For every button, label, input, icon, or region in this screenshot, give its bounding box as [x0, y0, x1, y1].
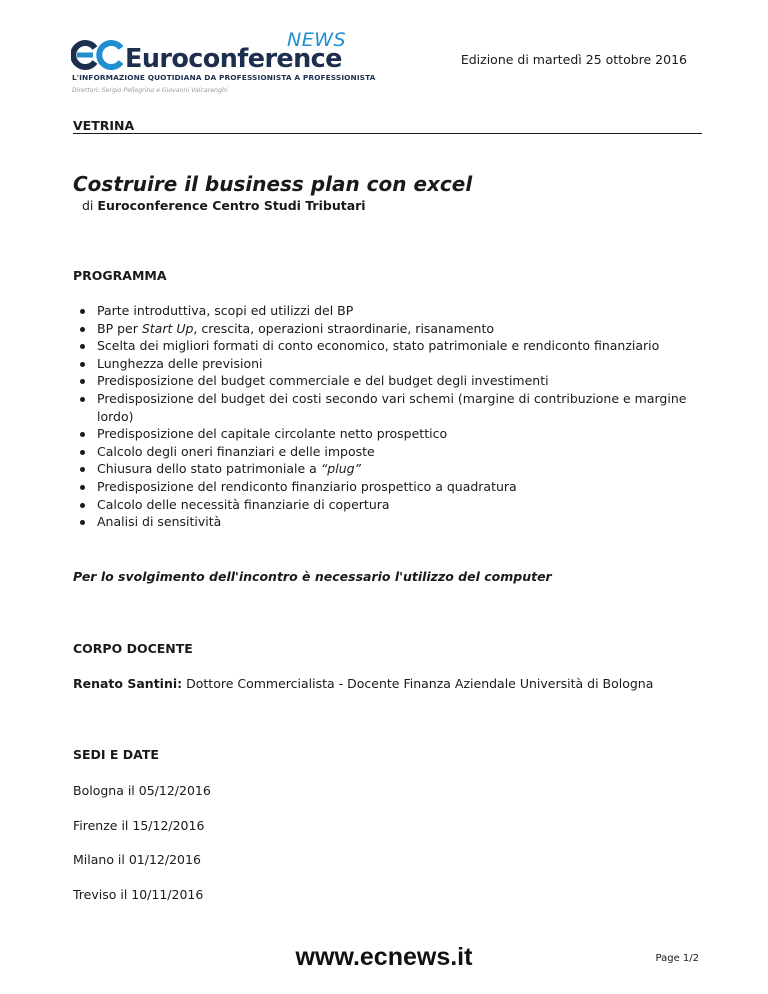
program-item: Parte introduttiva, scopi ed utilizzi del BP	[79, 302, 699, 320]
venue-date: Bologna il 05/12/2016	[73, 783, 211, 798]
program-item: BP per Start Up, crescita, operazioni straordinarie, risanamento	[79, 320, 699, 338]
page-number: Page 1/2	[655, 953, 699, 964]
article-byline	[82, 198, 366, 213]
byline-author: Euroconference Centro Studi Tributari	[97, 198, 366, 213]
euroconference-logo	[71, 29, 376, 100]
program-item: Calcolo delle necessità finanziarie di copertura	[79, 496, 699, 514]
faculty-name: Renato Santini:	[73, 676, 183, 691]
venue-date: Firenze il 15/12/2016	[73, 818, 205, 833]
logo-news-text: NEWS	[287, 29, 347, 51]
program-item: Calcolo degli oneri finanziari e delle imposte	[79, 443, 699, 461]
program-item: Lunghezza delle previsioni	[79, 355, 699, 373]
logo-directors: Direttori: Sergio Pellegrino e Giovanni Valcarenghi	[72, 87, 228, 94]
venues-heading: SEDI E DATE	[73, 747, 159, 762]
website-link[interactable]: www.ecnews.it	[295, 943, 473, 971]
venue-date: Treviso il 10/11/2016	[73, 887, 204, 902]
logo-brand-text: Euroconference	[125, 44, 342, 74]
program-list	[79, 302, 699, 531]
program-item: Analisi di sensitività	[79, 513, 699, 531]
faculty-role: Dottore Commercialista - Docente Finanza Aziendale Università di Bologna	[186, 676, 654, 691]
program-item: Scelta dei migliori formati di conto economico, stato patrimoniale e rendiconto finanziario	[79, 337, 699, 355]
venue-date: Milano il 01/12/2016	[73, 852, 201, 867]
edition-date: Edizione di martedì 25 ottobre 2016	[460, 52, 687, 67]
section-label: VETRINA	[73, 118, 135, 133]
program-item: Predisposizione del budget dei costi secondo vari schemi (margine di contribuzione e margine lordo)	[79, 390, 699, 425]
program-item: Predisposizione del budget commerciale e del budget degli investimenti	[79, 372, 699, 390]
program-item: Chiusura dello stato patrimoniale a “plug”	[79, 460, 699, 478]
byline-prefix: di	[82, 198, 94, 213]
program-item: Predisposizione del rendiconto finanziario prospettico a quadratura	[79, 478, 699, 496]
faculty-heading: CORPO DOCENTE	[73, 641, 193, 656]
article-title: Costruire il business plan con excel	[73, 172, 473, 196]
ec-logo-icon	[71, 40, 123, 70]
program-item: Predisposizione del capitale circolante netto prospettico	[79, 425, 699, 443]
section-divider	[73, 133, 702, 134]
program-note: Per lo svolgimento dell'incontro è necessario l'utilizzo del computer	[73, 569, 552, 584]
logo-tagline: L'INFORMAZIONE QUOTIDIANA DA PROFESSIONISTA A PROFESSIONISTA	[72, 73, 376, 82]
program-heading: PROGRAMMA	[73, 268, 167, 283]
faculty-entry	[73, 676, 653, 691]
